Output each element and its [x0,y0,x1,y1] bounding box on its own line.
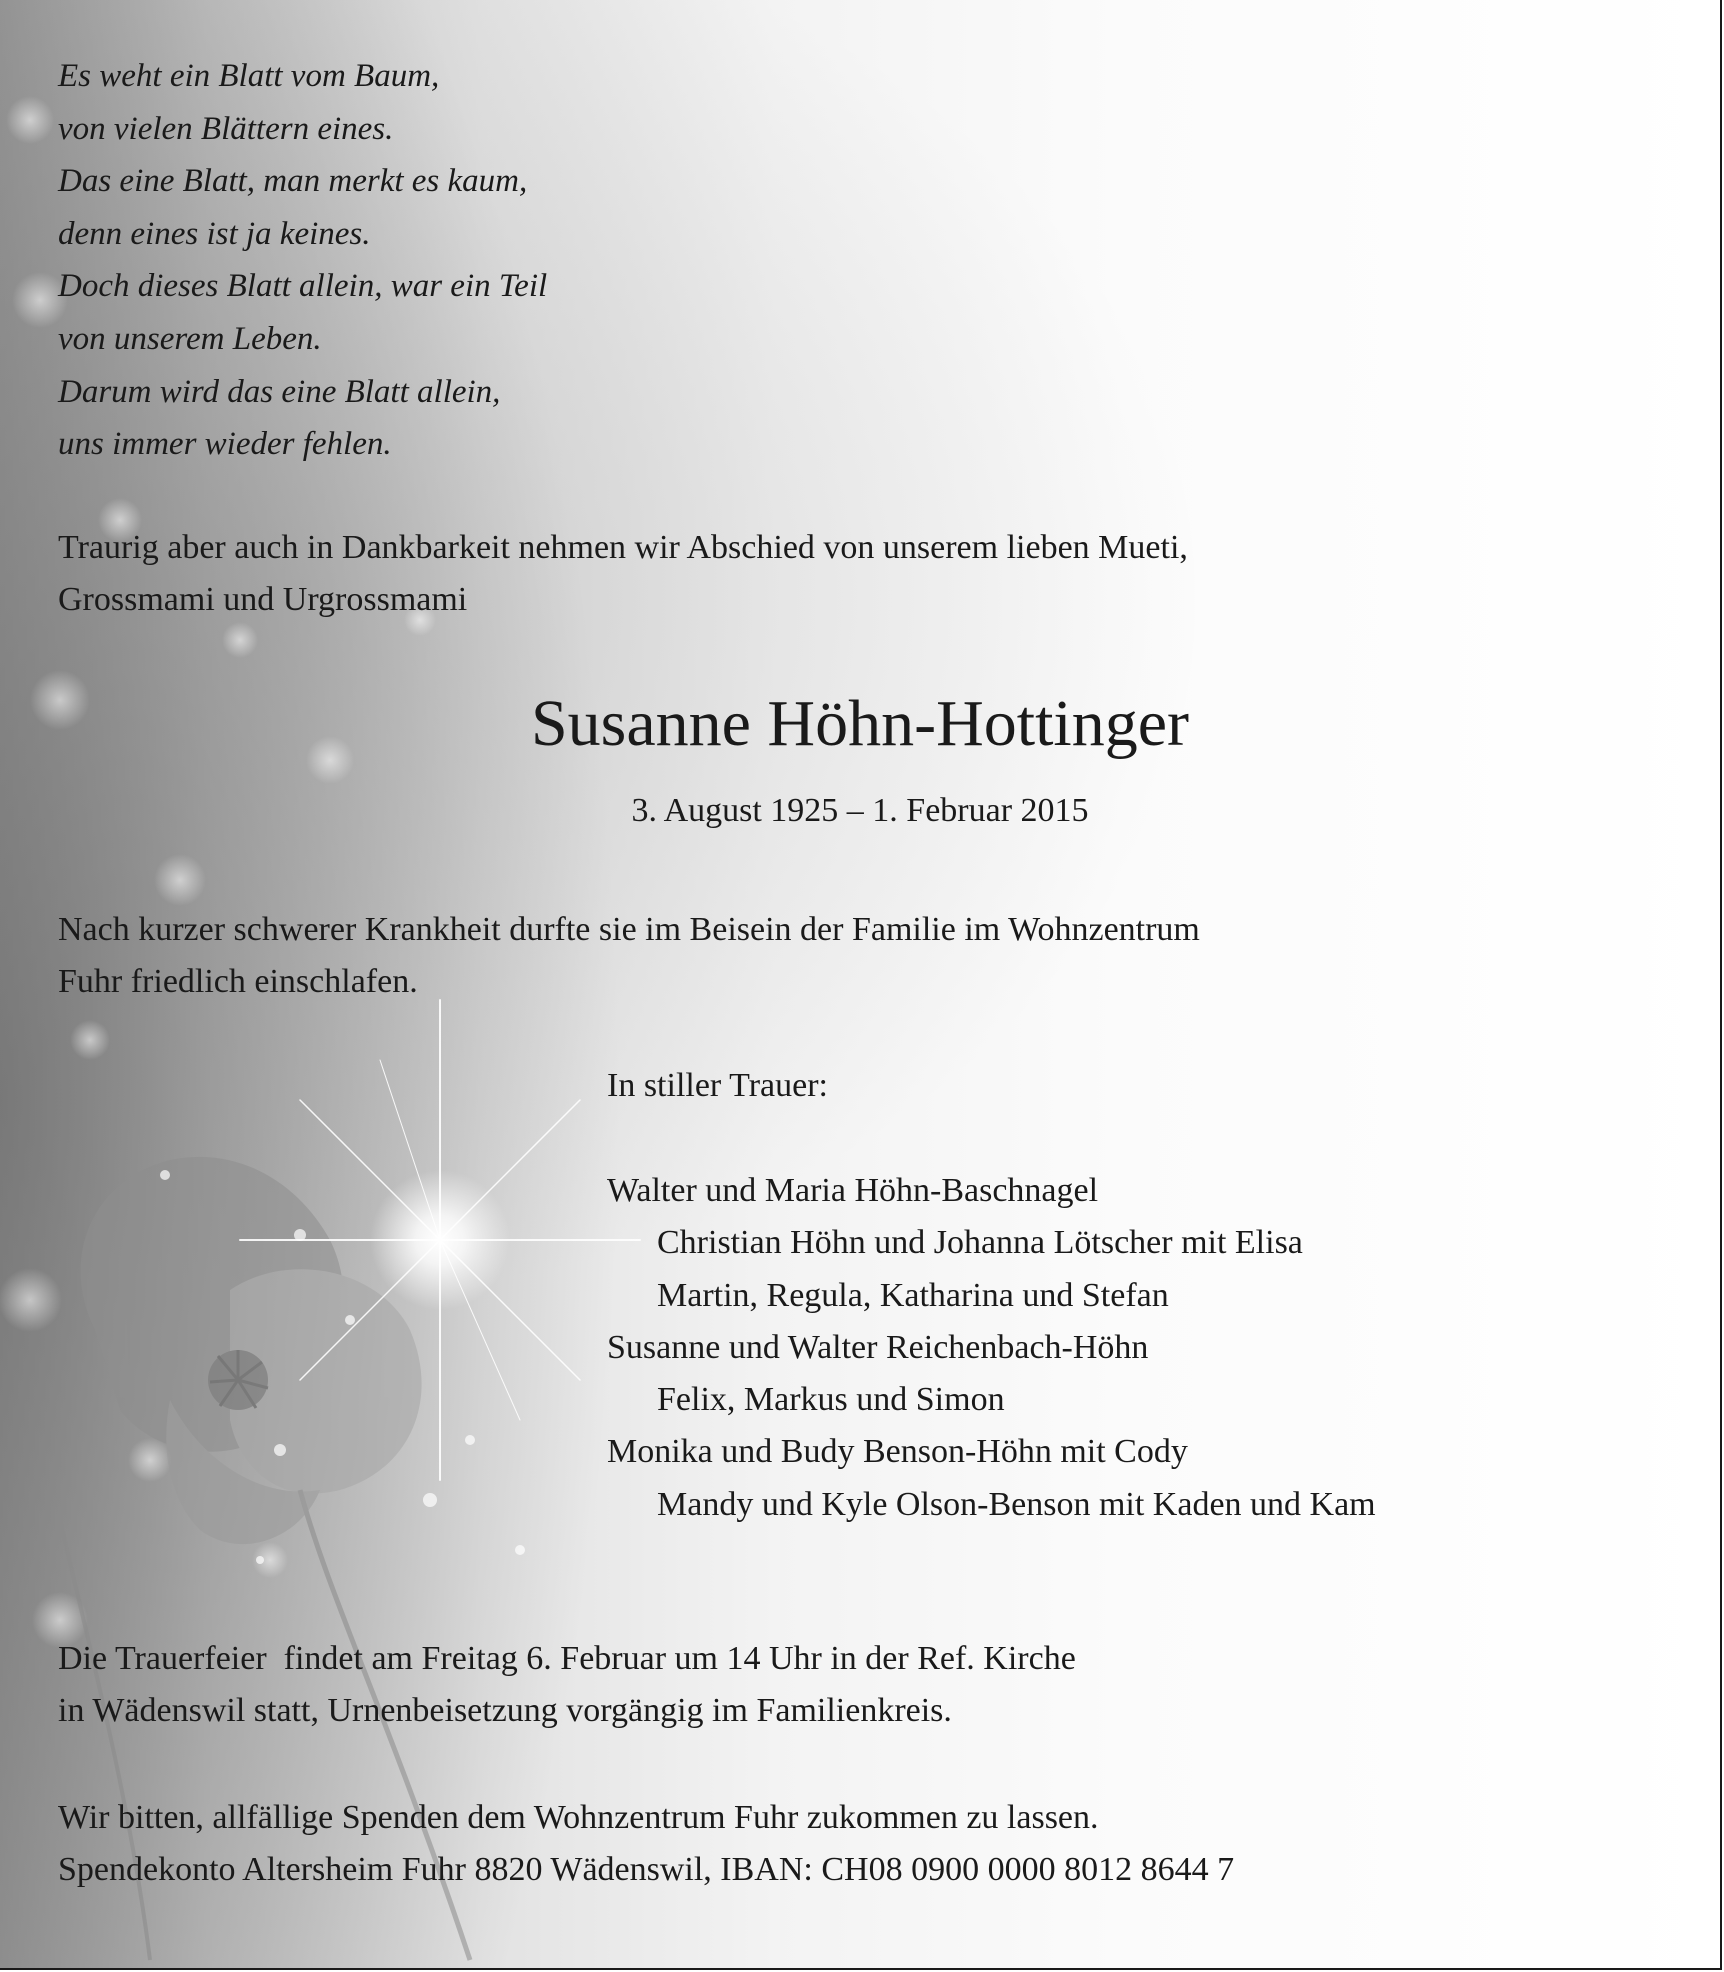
intro-line: Traurig aber auch in Dankbarkeit nehmen wir Abschied von unserem lieben Mueti, [58,529,1188,566]
intro-paragraph [58,522,1188,626]
mourner-line: Martin, Regula, Katharina und Stefan [657,1276,1169,1314]
intro-line: Grossmami und Urgrossmami [58,581,468,618]
mourner-line: Mandy und Kyle Olson-Benson mit Kaden und Kam [657,1485,1376,1523]
funeral-line: Die Trauerfeier findet am Freitag 6. Februar um 14 Uhr in der Ref. Kirche [58,1640,1076,1677]
donation-line: Wir bitten, allfällige Spenden dem Wohnzentrum Fuhr zukommen zu lassen. [58,1799,1099,1836]
passing-paragraph [58,904,1200,1008]
mourner-line: Walter und Maria Höhn-Baschnagel [607,1172,1099,1209]
funeral-paragraph [58,1633,1076,1737]
life-dates: 3. August 1925 – 1. Februar 2015 [631,792,1089,829]
poem-line: von unserem Leben. [58,320,322,357]
poem [58,50,547,471]
poem-line: Darum wird das eine Blatt allein, [58,373,501,410]
poem-line: Doch dieses Blatt allein, war ein Teil [58,268,548,305]
poem-line: Das eine Blatt, man merkt es kaum, [58,163,528,200]
poem-line: Es weht ein Blatt vom Baum, [58,58,440,94]
poem-line: denn eines ist ja keines. [58,215,371,252]
mourners-heading: In stiller Trauer: [607,1067,828,1104]
donation-line: Spendekonto Altersheim Fuhr 8820 Wädenswil, IBAN: CH08 0900 0000 8012 8644 7 [58,1851,1235,1888]
deceased-name: Susanne Höhn-Hottinger [530,687,1190,760]
mourner-line: Susanne und Walter Reichenbach-Höhn [607,1328,1149,1366]
passing-line: Nach kurzer schwerer Krankheit durfte sie im Beisein der Familie im Wohnzentrum [58,911,1200,948]
mourner-line: Felix, Markus und Simon [657,1381,1005,1419]
mourners-list [607,1165,1376,1531]
passing-line: Fuhr friedlich einschlafen. [58,963,418,1000]
funeral-line: in Wädenswil statt, Urnenbeisetzung vorgängig im Familienkreis. [58,1692,952,1729]
mourner-line: Monika und Budy Benson-Höhn mit Cody [607,1433,1188,1471]
poem-line: uns immer wieder fehlen. [58,426,392,463]
mourner-line: Christian Höhn und Johanna Lötscher mit Elisa [657,1224,1303,1262]
donation-paragraph [58,1792,1234,1896]
poem-line: von vielen Blättern eines. [58,110,394,147]
